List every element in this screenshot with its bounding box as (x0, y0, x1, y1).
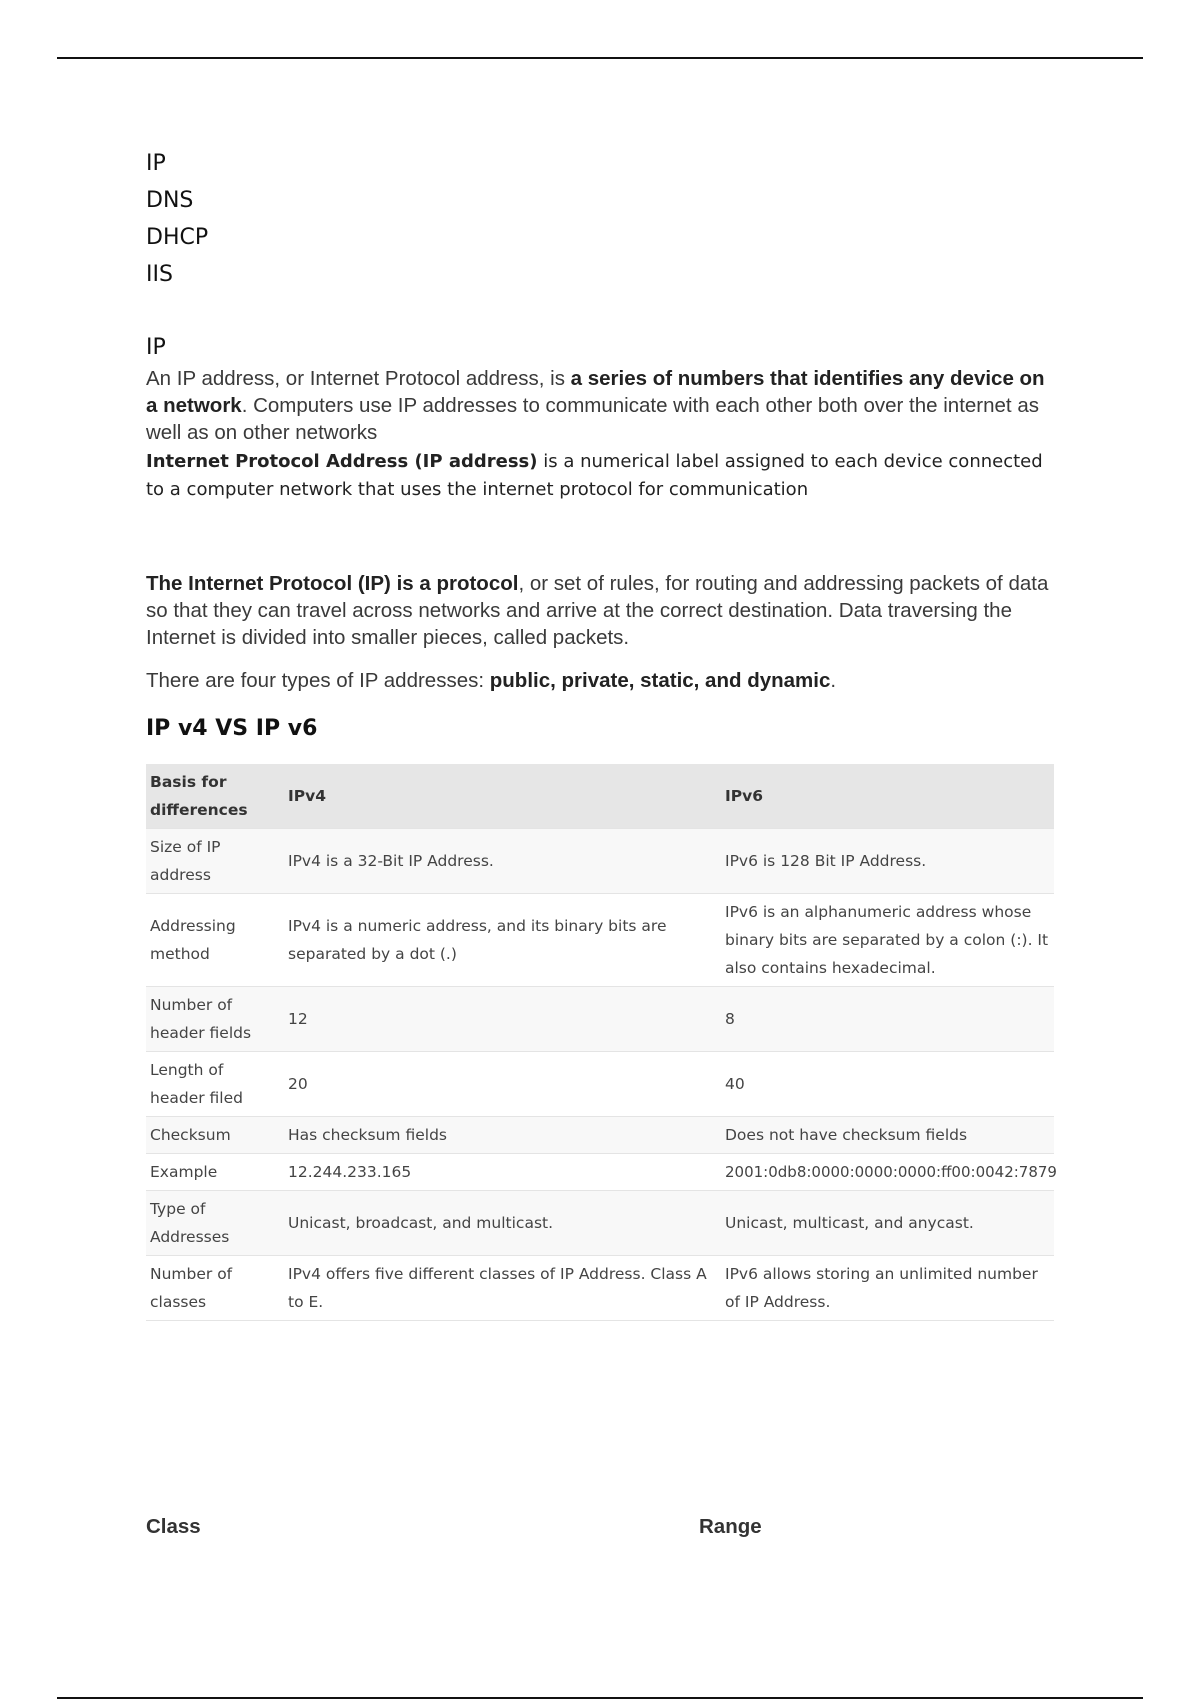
table-cell: IPv6 allows storing an unlimited number of IP Address. (721, 1256, 1054, 1321)
table-cell: 20 (284, 1052, 721, 1117)
table-cell: 12.244.233.165 (284, 1154, 721, 1191)
header-cell: IPv6 (721, 764, 1054, 829)
table-cell: 8 (721, 987, 1054, 1052)
text-run: . (830, 669, 837, 692)
text-run: , or set of rules, for routing and addressing packets of data so that they can travel across networks and arrive at the correct destination. Data traversing the Internet is divided into smaller pieces, called packets. (146, 572, 1049, 649)
table-row (146, 987, 1054, 1052)
toc-item-iis: IIS (146, 262, 173, 287)
table-cell: IPv6 is an alphanumeric address whose binary bits are separated by a colon (:). It also contains hexadecimal. (721, 894, 1054, 987)
bold-run: a series of numbers that identifies any device on a network (146, 367, 1045, 417)
bold-run: Internet Protocol Address (IP address) (146, 451, 538, 472)
bold-run: The Internet Protocol (IP) is a protocol (146, 572, 519, 595)
table-cell: Addressing method (146, 894, 284, 987)
table-cell: Length of header filed (146, 1052, 284, 1117)
table-cell: Checksum (146, 1117, 284, 1154)
table-row (146, 1191, 1054, 1256)
text-run: There are four types of IP addresses: (146, 669, 490, 692)
comparison-heading: IP v4 VS IP v6 (146, 716, 318, 741)
table-cell: IPv6 is 128 Bit IP Address. (721, 829, 1054, 894)
toc-list (146, 145, 1056, 293)
ip-label-paragraph (146, 448, 1056, 504)
table-header-row (146, 764, 1054, 829)
top-rule (57, 57, 1143, 59)
ip-definition-paragraph (146, 365, 1056, 446)
table-cell: Example (146, 1154, 284, 1191)
table-cell: IPv4 is a 32-Bit IP Address. (284, 829, 721, 894)
bold-run: public, private, static, and dynamic (489, 669, 831, 692)
table-cell: Does not have checksum fields (721, 1117, 1054, 1154)
toc-item-ip: IP (146, 151, 166, 176)
bottom-rule (57, 1697, 1143, 1699)
table-cell: 12 (284, 987, 721, 1052)
table-row (146, 1052, 1054, 1117)
class-header: Class (146, 1515, 201, 1538)
header-cell: IPv4 (284, 764, 721, 829)
table-row (146, 829, 1054, 894)
text-run: . Computers use IP addresses to communicate with each other both over the internet as well as on other networks (146, 394, 1039, 444)
document-body (146, 145, 1056, 1321)
toc-item-dns: DNS (146, 188, 194, 213)
class-range-header (146, 1515, 1056, 1545)
text-run: An IP address, or Internet Protocol address, is (146, 367, 571, 390)
protocol-paragraph (146, 570, 1056, 651)
table-row (146, 1256, 1054, 1321)
table-cell: Number of classes (146, 1256, 284, 1321)
table-row (146, 1154, 1054, 1191)
toc-item-dhcp: DHCP (146, 225, 209, 250)
table-cell: IPv4 is a numeric address, and its binary bits are separated by a dot (.) (284, 894, 721, 987)
table-cell: 40 (721, 1052, 1054, 1117)
header-cell: Basis for differences (146, 764, 284, 829)
table-cell: 2001:0db8:0000:0000:0000:ff00:0042:7879 (721, 1154, 1054, 1191)
ip-heading: IP (146, 335, 166, 360)
table-cell: Unicast, multicast, and anycast. (721, 1191, 1054, 1256)
table-cell: Size of IP address (146, 829, 284, 894)
table-cell: IPv4 offers five different classes of IP Address. Class A to E. (284, 1256, 721, 1321)
table-cell: Has checksum fields (284, 1117, 721, 1154)
table-cell: Type of Addresses (146, 1191, 284, 1256)
table-cell: Unicast, broadcast, and multicast. (284, 1191, 721, 1256)
table-row (146, 1117, 1054, 1154)
table-row (146, 894, 1054, 987)
table-cell: Number of header fields (146, 987, 284, 1052)
ip-types-paragraph (146, 667, 1056, 694)
range-header: Range (699, 1515, 762, 1538)
text-run: is a numerical label assigned to each device connected to a computer network that uses the internet protocol for communication (146, 451, 1043, 500)
comparison-table (146, 764, 1057, 1321)
